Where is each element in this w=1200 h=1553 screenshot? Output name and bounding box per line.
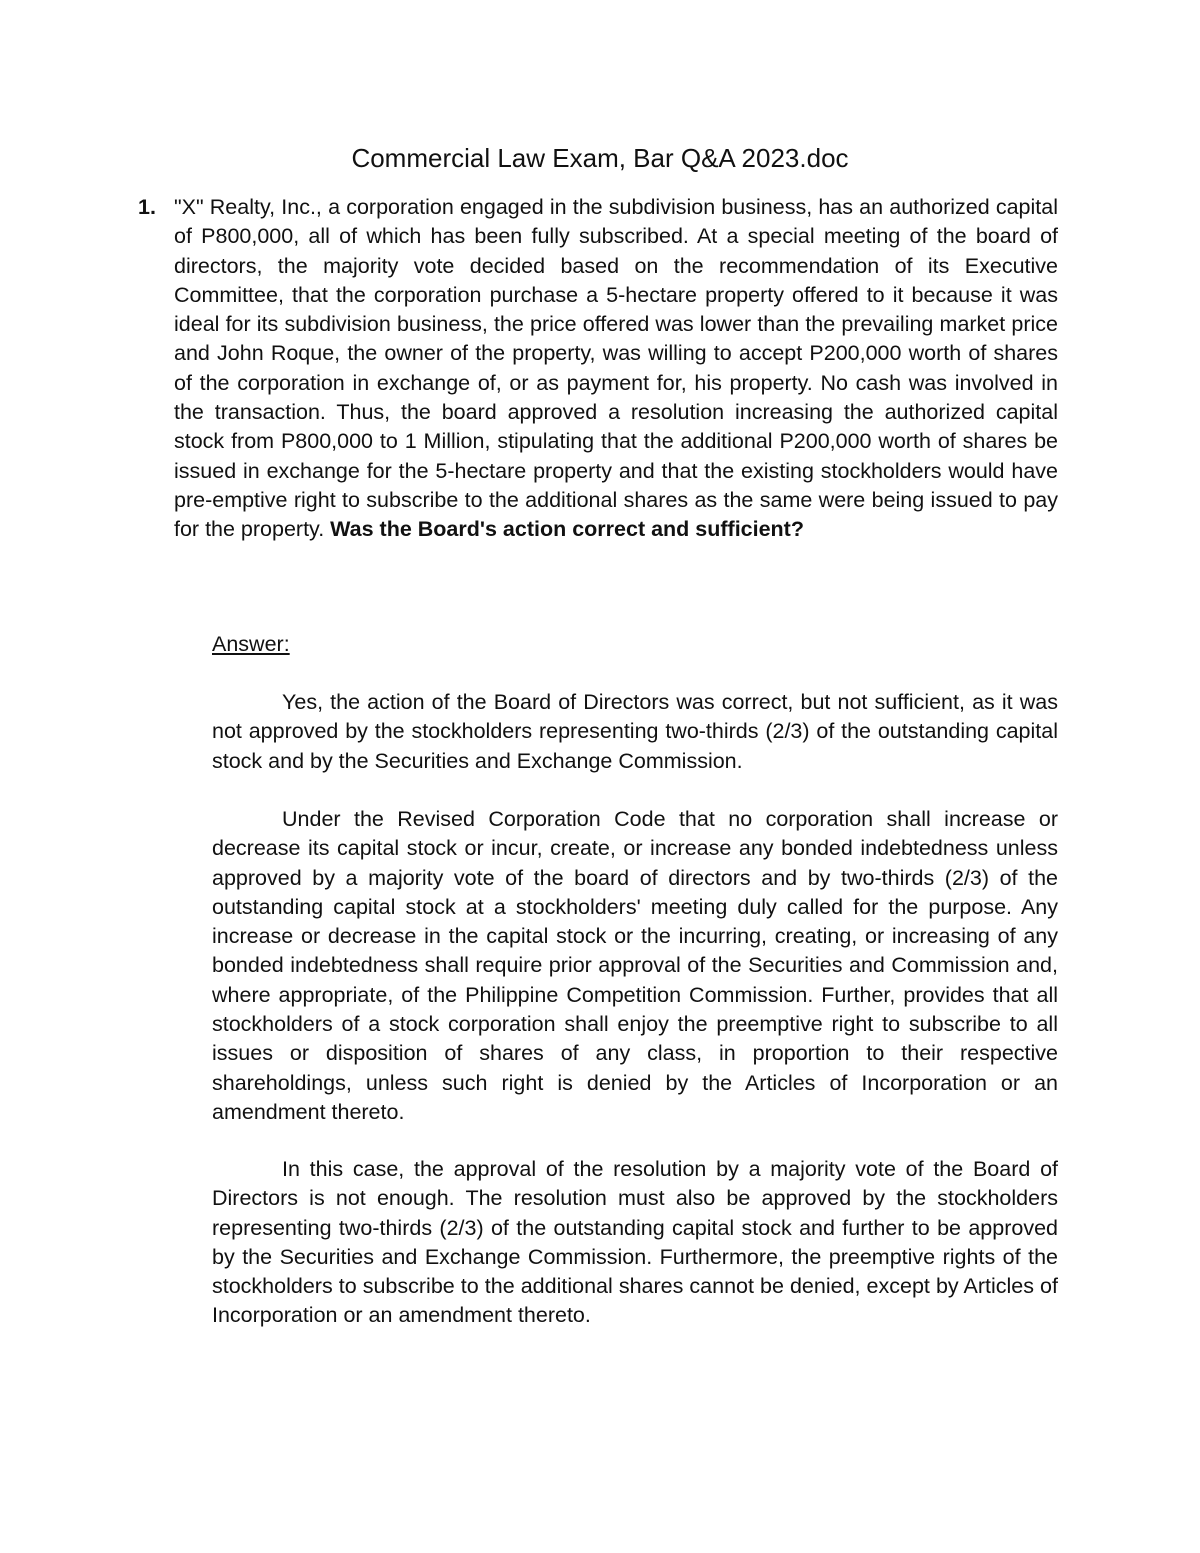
question-number: 1. <box>138 195 156 219</box>
question-paragraph <box>138 193 1058 545</box>
answer-paragraph: In this case, the approval of the resolution by a majority vote of the Board of Directors is not enough. The resolution must also be approved by the stockholders representing two-thirds (2/3) of the outstanding capital stock and further to be approved by the Securities and Exchange Commission. Furthermore, the preemptive rights of the stockholders to subscribe to the additional shares cannot be denied, except by Articles of Incorporation or an amendment thereto. <box>212 1157 1058 1328</box>
question-text: "X" Realty, Inc., a corporation engaged in the subdivision business, has an authorized capital of P800,000, all of which has been fully subscribed. At a special meeting of the board of directors, the majority vote decided based on the recommendation of its Executive Committee, that the corporation purchase a 5-hectare property offered to it because it was ideal for its subdivision business, the price offered was lower than the prevailing market price and John Roque, the owner of the property, was willing to accept P200,000 worth of shares of the corporation in exchange of, or as payment for, his property. No cash was involved in the transaction. Thus, the board approved a resolution increasing the authorized capital stock from P800,000 to 1 Million, stipulating that the additional P200,000 worth of shares be issued in exchange for the 5-hectare property and that the existing stockholders would have pre-emptive right to subscribe to the additional shares as the same were being issued to pay for the property. <box>174 195 1058 542</box>
question-bold-text: Was the Board's action correct and sufficient? <box>330 517 804 542</box>
document-title: Commercial Law Exam, Bar Q&A 2023.doc <box>351 143 849 173</box>
answer-label: Answer: <box>212 632 290 656</box>
answer-paragraph: Under the Revised Corporation Code that no corporation shall increase or decrease its capital stock or incur, create, or increase any bonded indebtedness unless approved by a majority vote of the board of directors and by two-thirds (2/3) of the outstanding capital stock at a stockholders' meeting duly called for the purpose. Any increase or decrease in the capital stock or the incurring, creating, or increasing of any bonded indebtedness shall require prior approval of the Securities and Commission and, where appropriate, of the Philippine Competition Commission. Further, provides that all stockholders of a stock corporation shall enjoy the preemptive right to subscribe to all issues or disposition of shares of any class, in proportion to their respective shareholdings, unless such right is denied by the Articles of Incorporation or an amendment thereto. <box>212 807 1058 1124</box>
answer-paragraph: Yes, the action of the Board of Directors was correct, but not sufficient, as it was not approved by the stockholders representing two-thirds (2/3) of the outstanding capital stock and by the Securities and Exchange Commission. <box>212 690 1058 773</box>
